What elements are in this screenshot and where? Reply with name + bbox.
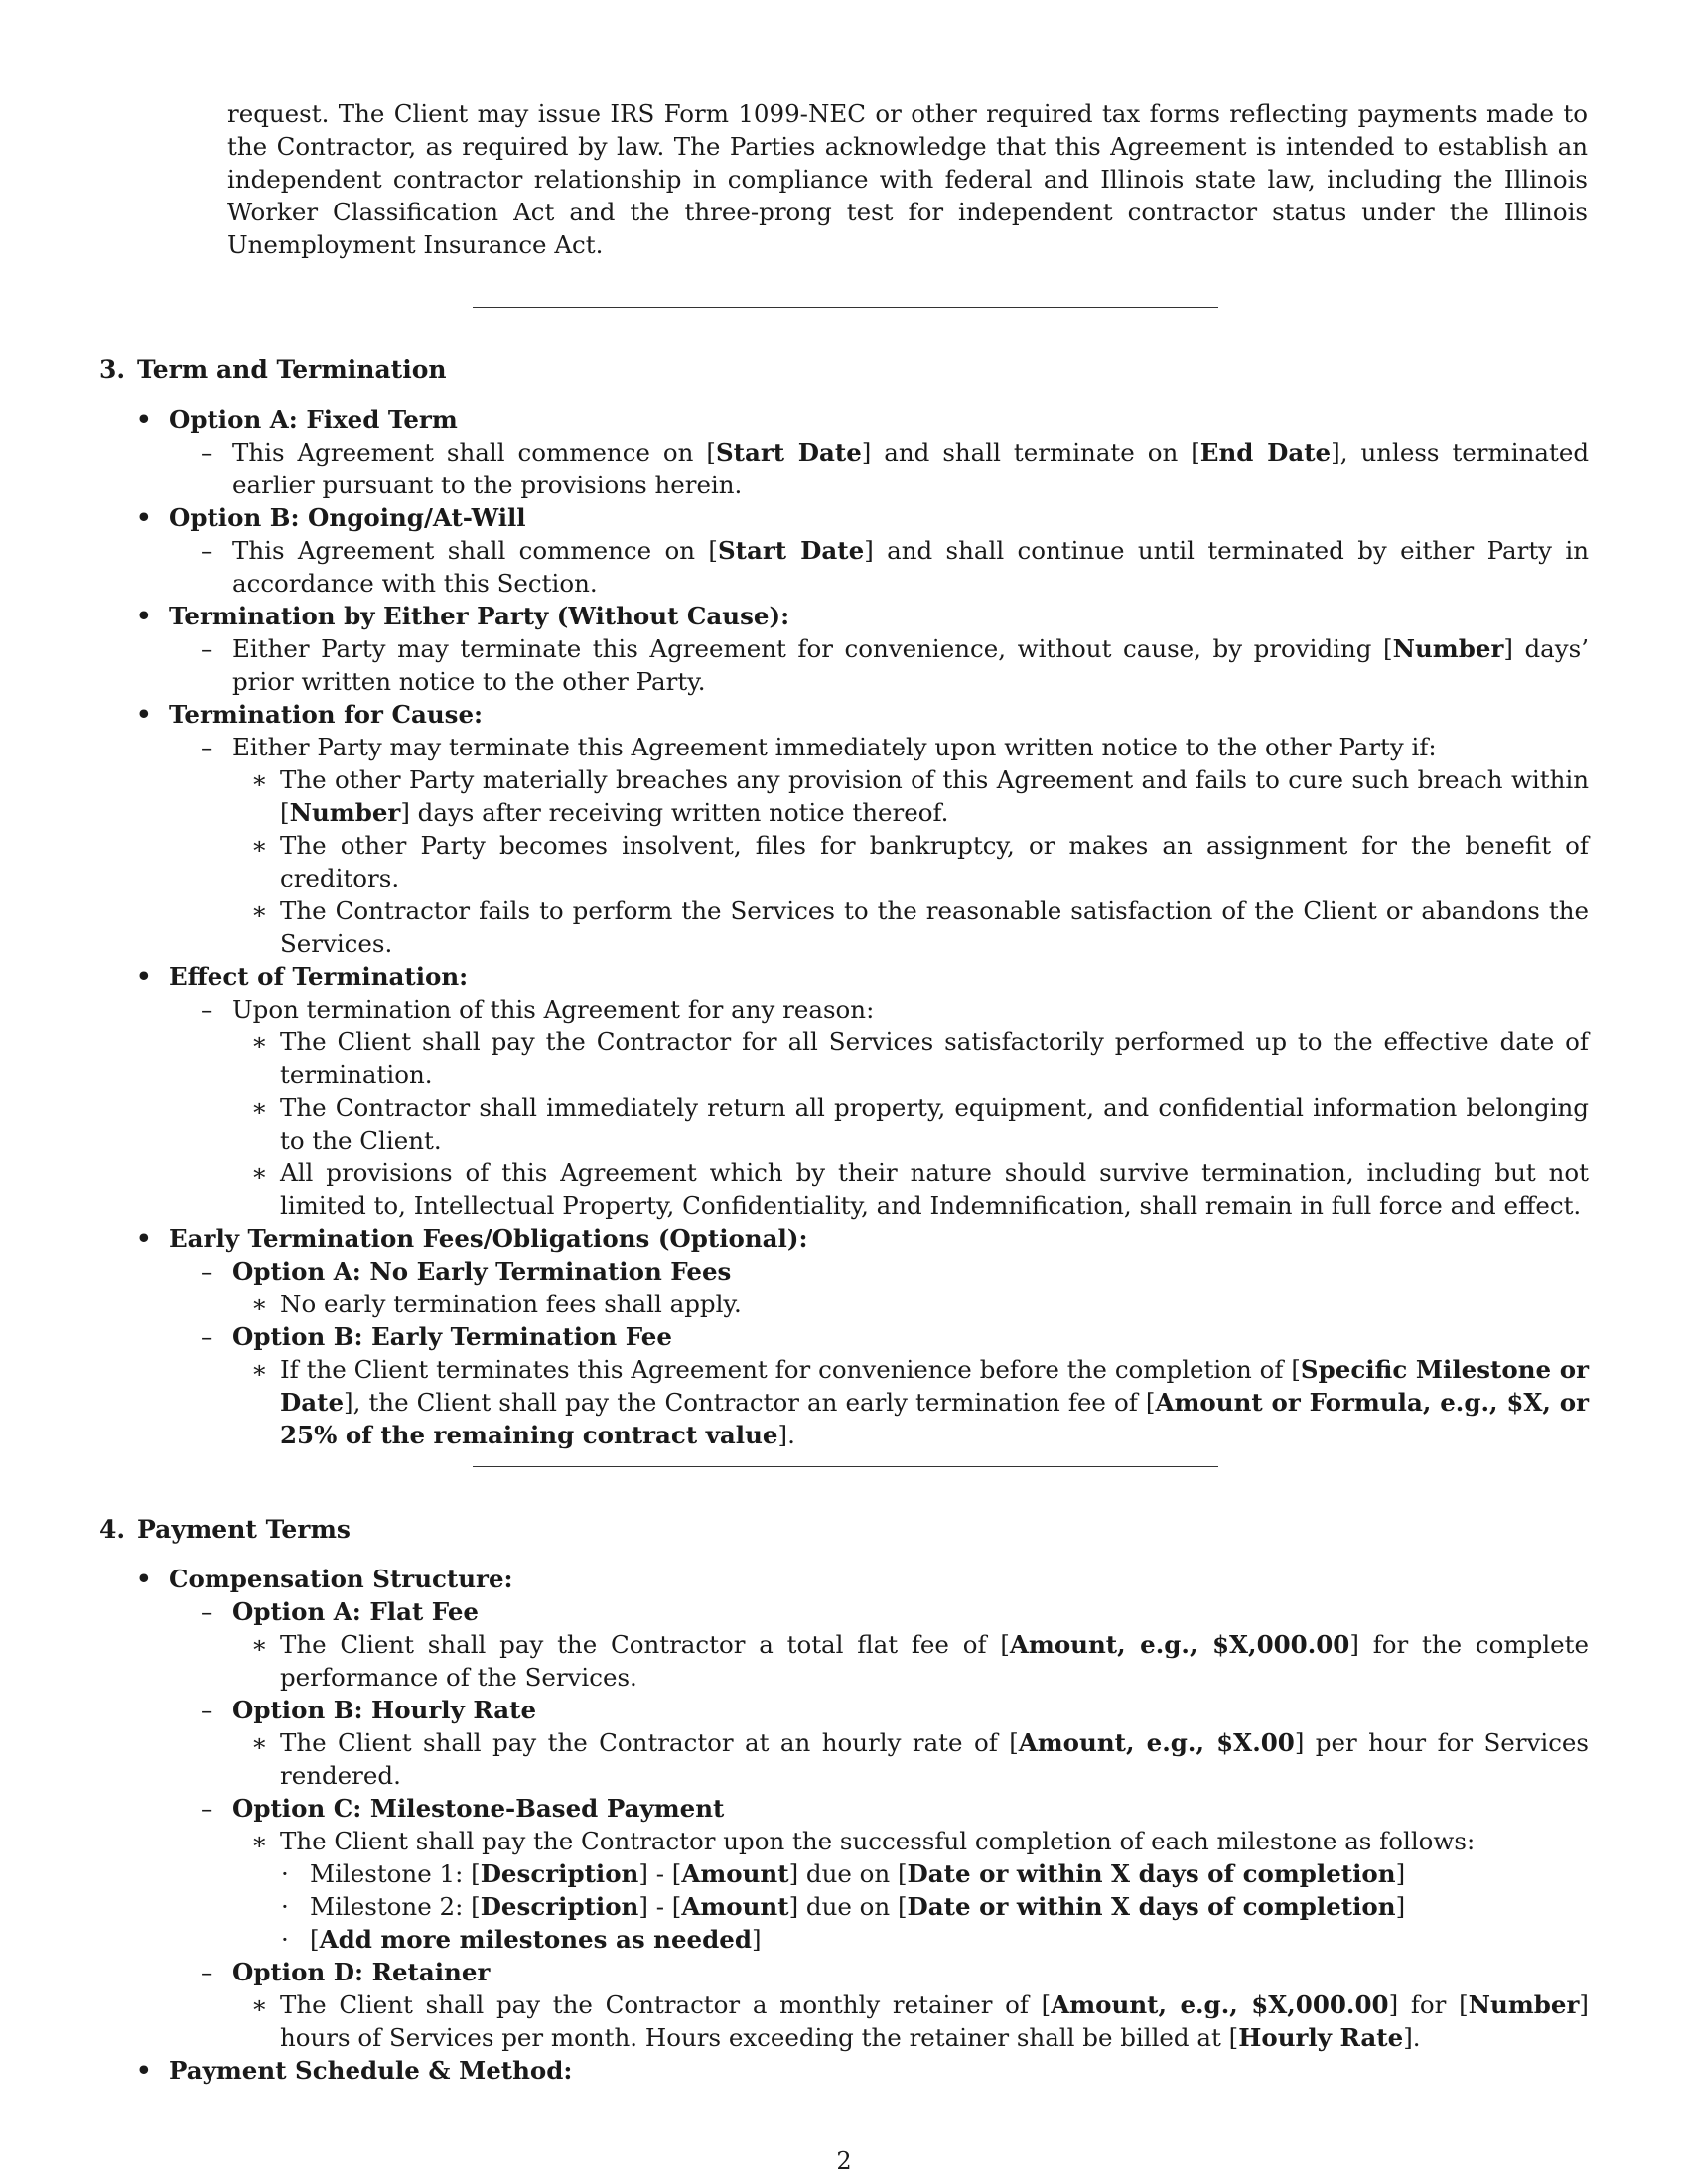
list-item — [201, 1956, 1589, 2054]
list-item — [281, 1857, 1589, 1890]
effect-item-survival: All provisions of this Agreement which by their nature should survive termination, including but not limited to, Intellectual Property, Confidentiality, and Indemnification, shall remain in full force and effect. — [280, 1159, 1589, 1220]
termination-without-cause-heading: Termination by Either Party (Without Cause): — [169, 602, 790, 630]
star-marker: ∗ — [251, 1630, 268, 1659]
star-marker: ∗ — [251, 1159, 268, 1187]
dash-marker: – — [201, 1322, 213, 1351]
list-item — [251, 1091, 1589, 1157]
dash-marker: – — [201, 536, 213, 565]
dash-marker: – — [201, 1794, 213, 1823]
dot-marker: · — [281, 1892, 289, 1921]
list-item — [251, 1628, 1589, 1694]
dot-marker: · — [281, 1925, 289, 1954]
termination-for-cause-heading: Termination for Cause: — [169, 700, 484, 729]
star-marker: ∗ — [251, 1827, 268, 1855]
list-item — [201, 1792, 1589, 1956]
dash-marker: – — [201, 1696, 213, 1724]
list-item — [0, 1563, 1589, 2054]
list-item — [0, 2054, 1589, 2087]
list-item — [201, 632, 1589, 698]
flat-fee-heading: Option A: Flat Fee — [232, 1597, 480, 1626]
section-4-number: 4. — [99, 1515, 126, 1544]
flat-fee-text: The Client shall pay the Contractor a total flat fee of [Amount, e.g., $X,000.00] for the complete performance of the Services. — [280, 1630, 1589, 1692]
list-item — [281, 1890, 1589, 1923]
early-termination-heading: Early Termination Fees/Obligations (Optional): — [169, 1224, 808, 1253]
list-item — [0, 1222, 1589, 1451]
hourly-rate-text: The Client shall pay the Contractor at an hourly rate of [Amount, e.g., $X.00] per hour for Services rendered. — [280, 1728, 1589, 1790]
star-marker: ∗ — [251, 1290, 268, 1318]
bullet-marker: • — [136, 2056, 152, 2085]
effect-intro: Upon termination of this Agreement for any reason: — [232, 995, 875, 1024]
list-item — [251, 1288, 1589, 1320]
early-option-a-text: No early termination fees shall apply. — [280, 1290, 742, 1318]
bullet-marker: • — [136, 503, 152, 532]
compensation-structure-heading: Compensation Structure: — [169, 1565, 513, 1593]
section-4-heading: Payment Terms — [137, 1515, 351, 1544]
list-item — [0, 600, 1589, 698]
for-cause-item-insolvent: The other Party becomes insolvent, files for bankruptcy, or makes an assignment for the benefit of creditors. — [280, 831, 1589, 892]
list-item — [201, 534, 1589, 600]
list-item — [251, 1025, 1589, 1091]
list-item — [201, 731, 1589, 960]
star-marker: ∗ — [251, 1990, 268, 2019]
list-item — [251, 1157, 1589, 1222]
milestone-1-row: Milestone 1: [Description] - [Amount] due on [Date or within X days of completion] — [310, 1859, 1406, 1888]
star-marker: ∗ — [251, 1093, 268, 1122]
list-item — [201, 1595, 1589, 1694]
option-b-ongoing-heading: Option B: Ongoing/At-Will — [169, 503, 526, 532]
list-item — [251, 894, 1589, 960]
bullet-marker: • — [136, 405, 152, 434]
effect-item-return-property: The Contractor shall immediately return all property, equipment, and confidential information belonging to the Client. — [280, 1093, 1589, 1155]
section-divider — [473, 1466, 1218, 1467]
bullet-marker: • — [136, 1224, 152, 1253]
list-item — [0, 698, 1589, 960]
ongoing-term-text: This Agreement shall commence on [Start Date] and shall continue until terminated by either Party in accordance with this Section. — [232, 536, 1590, 598]
without-cause-text: Either Party may terminate this Agreement for convenience, without cause, by providing [Number] days’ prior written notice to the other Party. — [232, 634, 1589, 696]
early-option-b-heading: Option B: Early Termination Fee — [232, 1322, 672, 1351]
list-item — [251, 1825, 1589, 1956]
milestone-intro: The Client shall pay the Contractor upon the successful completion of each milestone as follows: — [280, 1827, 1476, 1855]
payment-schedule-heading: Payment Schedule & Method: — [169, 2056, 573, 2085]
star-marker: ∗ — [251, 765, 268, 794]
milestone-2-row: Milestone 2: [Description] - [Amount] due on [Date or within X days of completion] — [310, 1892, 1406, 1921]
early-option-b-text: If the Client terminates this Agreement for convenience before the completion of [Specific Milestone or Date], the Client shall pay the Contractor an early termination fee of [Amount or Formula, e.g., $X, or 25% of the remaining contract value]. — [280, 1355, 1590, 1449]
section-3-list — [0, 403, 1589, 1451]
for-cause-intro: Either Party may terminate this Agreement immediately upon written notice to the other Party if: — [232, 733, 1437, 761]
dash-marker: – — [201, 995, 213, 1024]
effect-item-payment: The Client shall pay the Contractor for all Services satisfactorily performed up to the effective date of termination. — [280, 1027, 1589, 1089]
list-item — [251, 829, 1589, 894]
section-3-title — [99, 353, 447, 386]
list-item — [0, 960, 1589, 1222]
retainer-text: The Client shall pay the Contractor a monthly retainer of [Amount, e.g., $X,000.00] for [Number] hours of Services per month. Hours exceeding the retainer shall be billed at [Hourly Rate]. — [280, 1990, 1589, 2052]
list-item — [0, 501, 1589, 600]
effect-of-termination-heading: Effect of Termination: — [169, 962, 469, 991]
star-marker: ∗ — [251, 896, 268, 925]
list-item — [281, 1923, 1589, 1956]
list-item — [201, 436, 1589, 501]
list-item — [201, 993, 1589, 1222]
bullet-marker: • — [136, 1565, 152, 1593]
page-number: 2 — [836, 2147, 852, 2175]
star-marker: ∗ — [251, 1355, 268, 1384]
star-marker: ∗ — [251, 1728, 268, 1757]
for-cause-item-abandon: The Contractor fails to perform the Services to the reasonable satisfaction of the Client or abandons the Services. — [280, 896, 1589, 958]
list-item — [0, 403, 1589, 501]
section-4-title — [99, 1513, 351, 1546]
bullet-marker: • — [136, 602, 152, 630]
list-item — [201, 1255, 1589, 1320]
list-item — [251, 1353, 1589, 1451]
retainer-heading: Option D: Retainer — [232, 1958, 491, 1986]
section-3-heading: Term and Termination — [137, 355, 447, 384]
list-item — [201, 1320, 1589, 1451]
star-marker: ∗ — [251, 1027, 268, 1056]
dash-marker: – — [201, 1597, 213, 1626]
hourly-rate-heading: Option B: Hourly Rate — [232, 1696, 537, 1724]
early-option-a-heading: Option A: No Early Termination Fees — [232, 1257, 732, 1286]
list-item — [251, 1988, 1589, 2054]
bullet-marker: • — [136, 700, 152, 729]
list-item — [251, 1726, 1589, 1792]
milestone-add-more-row: [Add more milestones as needed] — [310, 1925, 762, 1954]
dash-marker: – — [201, 438, 213, 467]
star-marker: ∗ — [251, 831, 268, 860]
for-cause-item-breach: The other Party materially breaches any provision of this Agreement and fails to cure such breach within [Number] days after receiving written notice thereof. — [280, 765, 1589, 827]
list-item — [201, 1694, 1589, 1792]
dot-marker: · — [281, 1859, 289, 1888]
dash-marker: – — [201, 1958, 213, 1986]
bullet-marker: • — [136, 962, 152, 991]
dash-marker: – — [201, 733, 213, 761]
section-divider — [473, 307, 1218, 308]
intro-paragraph: request. The Client may issue IRS Form 1099-NEC or other required tax forms reflecting payments made to the Contractor, as required by law. The Parties acknowledge that this Agreement is intended to establish an independent contractor relationship in compliance with federal and Illinois state law, including the Illinois Worker Classification Act and the three-prong test for independent contractor status under the Illinois Unemployment Insurance Act. — [227, 99, 1588, 259]
dash-marker: – — [201, 1257, 213, 1286]
dash-marker: – — [201, 634, 213, 663]
list-item — [251, 763, 1589, 829]
fixed-term-text: This Agreement shall commence on [Start Date] and shall terminate on [End Date], unless terminated earlier pursuant to the provisions herein. — [232, 438, 1590, 499]
milestone-payment-heading: Option C: Milestone-Based Payment — [232, 1794, 725, 1823]
section-4-list — [0, 1563, 1589, 2087]
option-a-fixed-term-heading: Option A: Fixed Term — [169, 405, 458, 434]
section-3-number: 3. — [99, 355, 126, 384]
